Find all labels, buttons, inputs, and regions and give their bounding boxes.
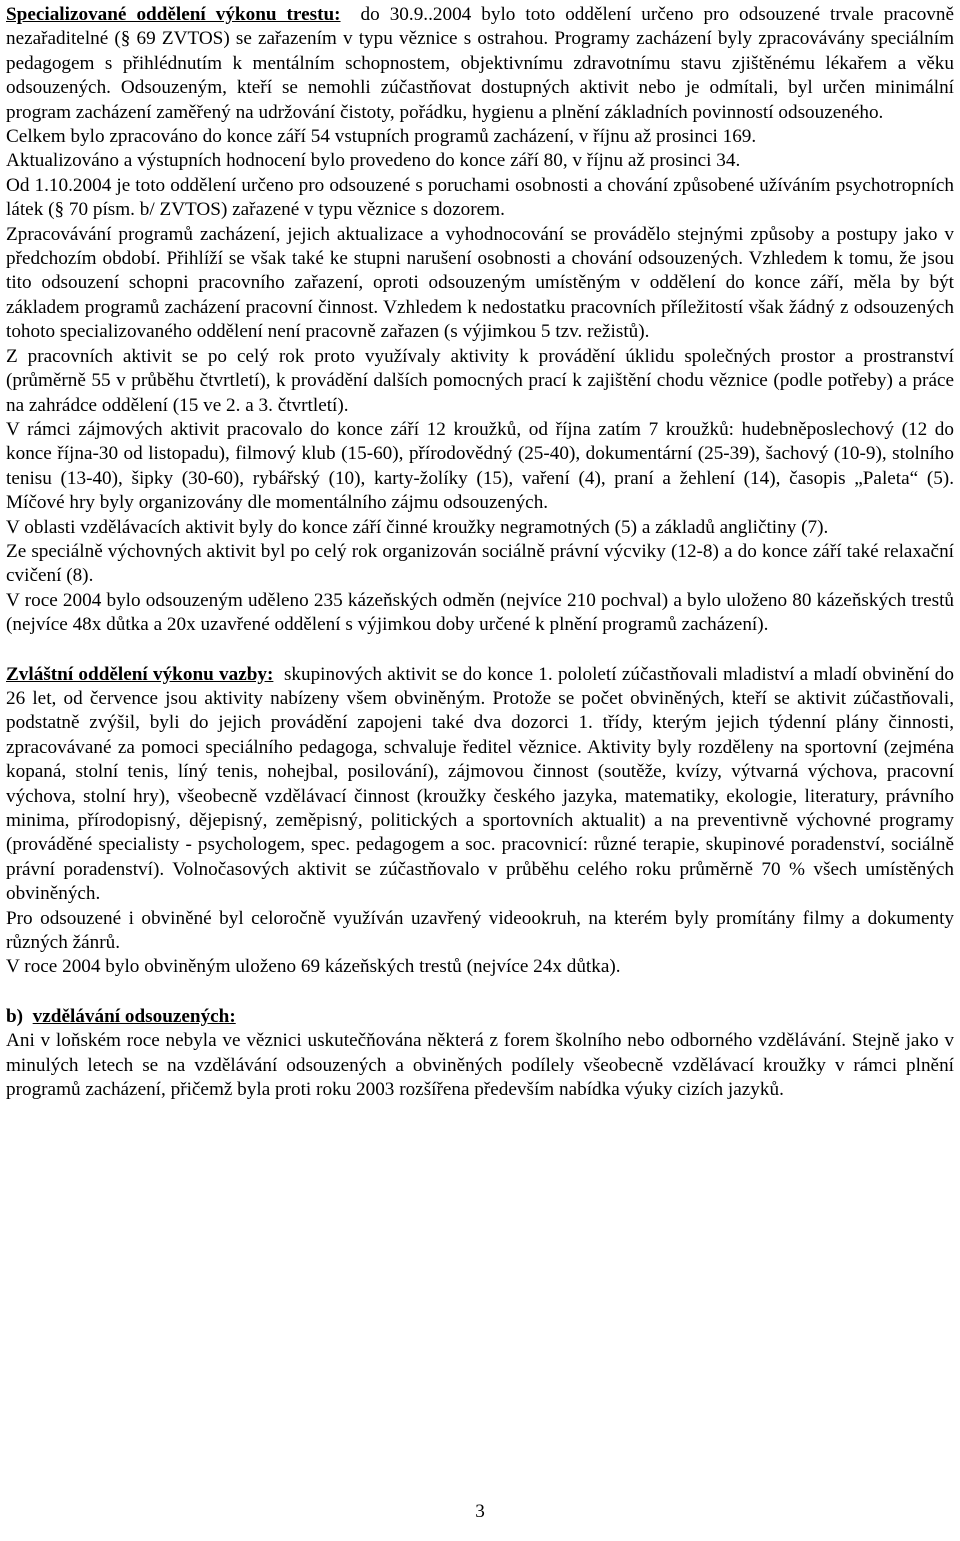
section-label: b) [6, 1005, 24, 1027]
document-page [6, 3, 954, 1102]
paragraph: do 30.9..2004 bylo toto oddělení určeno pro odsouzené trvale pracovně nezařaditelné (§ 69 ZVTOS) se zařazením v typu věznice s ostrahou. Programy zacházení byly zpracovávány speciálním pedagogem s přihlédnutím k mentálním schopnostem, objektivnímu zdravotnímu stavu zjištěnému lékařem a věku odsouzených. Odsouzeným, kteří se nemohli zúčastňovat dostupných aktivit nebo je odmítali, byl určen minimální program zacházení zaměřený na udržování čistoty, pořádku, hygienu a plnění základních povinností odsouzeného. [6, 4, 955, 123]
page-number: 3 [475, 1501, 485, 1522]
section-specialized-department [6, 3, 954, 125]
paragraph: V oblasti vzdělávacích aktivit byly do konce září činné kroužky negramotných (5) a základů angličtiny (7). [6, 516, 829, 538]
section-heading-specialized: Specializované oddělení výkonu trestu: [6, 4, 341, 25]
section-heading-education: vzdělávání odsouzených: [32, 1005, 236, 1027]
paragraph: Pro odsouzené i obviněné byl celoročně využíván uzavřený videookruh, na kterém byly promítány filmy a dokumenty různých žánrů. [6, 907, 954, 954]
paragraph: V rámci zájmových aktivit pracovalo do konce září 12 kroužků, od října zatím 7 kroužků: hudebněposlechový (12 do konce října-30 od listopadu), filmový klub (15-60), přírodovědný (25-40), dokumentární (25-39), šachový (10-9), stolního tenisu (13-40), šipky (30-60), rybářský (10), karty-žolíky (15), vaření (4), praní a žehlení (14), časopis „Paleta“ (5). Míčové hry byly organizovány dle momentálního zájmu odsouzených. [6, 418, 954, 514]
paragraph: V roce 2004 bylo odsouzeným uděleno 235 kázeňských odměn (nejvíce 210 pochval) a bylo uloženo 80 kázeňských trestů (nejvíce 48x důtka a 20x uzavřené oddělení s výjimkou doby určené k plnění programů zacházení). [6, 589, 954, 636]
paragraph: Celkem bylo zpracováno do konce září 54 vstupních programů zacházení, v říjnu až prosinci 169. [6, 126, 757, 148]
section-education-heading [6, 1005, 954, 1029]
paragraph: V roce 2004 bylo obviněným uloženo 69 kázeňských trestů (nejvíce 24x důtka). [6, 956, 621, 978]
paragraph: Od 1.10.2004 je toto oddělení určeno pro odsouzené s poruchami osobnosti a chování způsobené užíváním psychotropních látek (§ 70 písm. b/ ZVTOS) zařazené v typu věznice s dozorem. [6, 174, 954, 221]
section-custody-department [6, 663, 954, 907]
paragraph: Zpracovávání programů zacházení, jejich aktualizace a vyhodnocování se provádělo stejnými způsoby a postupy jako v předchozím období. Přihlíží se však také ke stupni narušení osobnosti a chování odsouzených. Vzhledem k tomu, že jsou tito odsouzení schopni pracovního zařazení, oproti odsouzeným umístěným v oddělení do konce září, měla by být základem programů zacházení pracovní činnost. Vzhledem k nedostatku pracovních příležitostí však žádný z odsouzených tohoto specializovaného oddělení není pracovně zařazen (s výjimkou 5 tzv. režistů). [6, 223, 954, 343]
paragraph: Aktualizováno a výstupních hodnocení bylo provedeno do konce září 80, v říjnu až prosinci 34. [6, 150, 741, 172]
paragraph: skupinových aktivit se do konce 1. pololetí zúčastňovali mladiství a mladí obvinění do 26 let, od července jsou aktivity nabízeny všem obviněným. Protože se počet obviněných, kteří se aktivit zúčastňovali, podstatně zvýšil, byli do jejich provádění zapojeni také dva dozorci 1. třídy, kterým jejich týdenní plány činnosti, zpracovávané za pomoci speciálního pedagoga, schvaluje ředitel věznice. Aktivity byly rozděleny na sportovní (zejména kopaná, stolní tenis, líný tenis, nohejbal, posilování), zájmovou činnost (soutěže, kvízy, výtvarná výchova, pracovní výchova, stolní hry), všeobecně vzdělávací činnost (kroužky českého jazyka, matematiky, ekologie, literatury, právního minima, přírodopisný, dějepisný, zeměpisný, politických a sportovních aktualit) a na preventivně výchovné programy (prováděné specialisty - psychologem, spec. pedagogem a soc. pracovnicí: různé terapie, skupinové poradenství, sociálně právní poradenství). Volnočasových aktivit se zúčastňovalo v průběhu celého roku průměrně 70 % všech umístěných obviněných. [6, 663, 954, 905]
section-spacer [6, 980, 954, 1005]
paragraph: Z pracovních aktivit se po celý rok proto využívaly aktivity k provádění úklidu společných prostor a prostranství (průměrně 55 v průběhu čtvrtletí), k provádění dalších pomocných prací k zajištění chodu věznice (podle potřeby) a práce na zahrádce oddělení (15 ve 2. a 3. čtvrtletí). [6, 345, 954, 416]
section-heading-custody: Zvláštní oddělení výkonu vazby: [6, 663, 274, 685]
section-spacer [6, 638, 954, 663]
paragraph: Ze speciálně výchovných aktivit byl po celý rok organizován sociálně právní výcviky (12-8) a do konce září také relaxační cvičení (8). [6, 540, 954, 587]
paragraph: Ani v loňském roce nebyla ve věznici uskutečňována některá z forem školního nebo odborného vzdělávání. Stejně jako v minulých letech se na vzdělávání odsouzených a obviněných podílely všeobecně vzdělávací kroužky v rámci plnění programů zacházení, přičemž byla proti roku 2003 rozšířena především nabídka výuky cizích jazyků. [6, 1030, 954, 1101]
